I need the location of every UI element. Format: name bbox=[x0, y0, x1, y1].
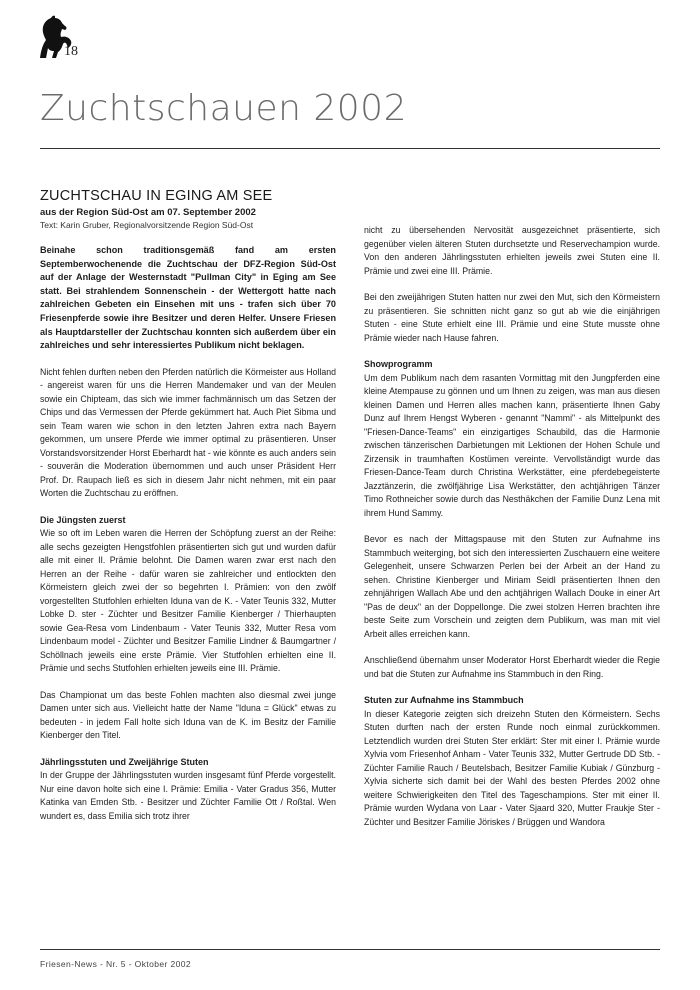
paragraph: Um dem Publikum nach dem rasanten Vormittag mit den Jungpferden eine kleine Atempause zu gönnen und um Ihnen zu zeigen, was man aus diesen kleinen Damen und Herren alles machen kann, präsentierte Ihnen Gaby Dunz auf Ihrem Hengst Wyberen - genannt "Nammi" - als Mittelpunkt des "Friesen-Dance-Teams" ein einzigartiges Schaubild, das die Harmonie zwischen tänzerischen Darbietungen mit Lektionen der Hohen Schule und Zirzensik in traumhaften Kostümen vereinte. Vervollständigt wurde das Friesen-Dance-Team durch Christina Werkstätter, eine pferdebegeisterte Jazztänzerin, die zwölfjährige Lisa Werkstätter, den achtjährigen Tänzer Timo Rothneicher sowie durch das Nesthäkchen der Familie Dunz Lena mit ihrem Hund Sammy. bbox=[364, 372, 660, 518]
paragraph: Anschließend übernahm unser Moderator Horst Eberhardt wieder die Regie und bat die Stuten zur Aufnahme ins Stammbuch in den Ring. bbox=[364, 655, 660, 679]
page-number: 18 bbox=[64, 44, 78, 59]
paragraph: nicht zu übersehenden Nervosität ausgezeichnet präsentierte, sich gegenüber vielen älteren Stuten durchsetzte und Reservechampion wurde. Von den anderen Jährlingsstuten erhielten jeweils zwei Stuten eine II. Prämie und zwei eine III. Prämie. bbox=[364, 225, 660, 276]
paragraph: In dieser Kategorie zeigten sich dreizehn Stuten den Körmeistern. Sechs Stuten durften nach der ersten Runde noch einmal zurückkommen. Letztendlich wurden drei Stuten Ster erklärt: Ster mit einer I. Prämie wurde Xylvia vom Friesenhof Anham - Vater Teunis 332, Mutter Gertrude DD Stb. - Züchter Familie Rauch / Beutelsbach, Besitzer Familie Kubiak / Günzburg - Xylvia sicherte sich damit bei der Wahl des besten Pferdes 2002 ohne weitere Schwierigkeiten den Titel des Tageschampions. Ster mit einer II. Prämie wurden Wydana von Laar - Vater Sjaard 320, Mutter Fraukje Ster - Züchter und Besitzer Familie Jöriskes / Brüggen und Wandora bbox=[364, 708, 660, 827]
section-heading-showprogramm: Showprogramm bbox=[364, 359, 433, 369]
article-credit: Text: Karin Gruber, Regionalvorsitzende Region Süd-Ost bbox=[40, 220, 254, 230]
article-subtitle: aus der Region Süd-Ost am 07. September 2002 bbox=[40, 207, 256, 218]
section-heading-stammbuch: Stuten zur Aufnahme ins Stammbuch bbox=[364, 695, 524, 705]
article-title: ZUCHTSCHAU IN EGING AM SEE bbox=[40, 188, 273, 204]
left-column bbox=[40, 188, 336, 823]
header-divider bbox=[40, 148, 660, 149]
paragraph: Bevor es nach der Mittagspause mit den Stuten zur Aufnahme ins Stammbuch weiterging, bot sich den interessierten Zuschauern eine weitere Gelegenheit, unsere Schwarzen Perlen bei der Arbeit an der Hand zu sehen. Christine Kienberger und Miriam Seidl präsentierten Ihnen den zehnjährigen Wallach Abe und den achtjährigen Wallach Douke in einer Art "Pas de deux" an der Doppellonge. Die zwei stolzen Herren brachten ihre beste Seite zum Vorschein und zeigten dem Publikum, was man mit viel Arbeit alles erreichen kann. bbox=[364, 534, 660, 639]
paragraph: Bei den zweijährigen Stuten hatten nur zwei den Mut, sich den Körmeistern zu präsentieren. Sie schnitten nicht ganz so gut ab wie die einjährigen Stuten - eine Stute erhielt eine III. Prämie und eine Stute musste ohne Prämie wieder nach Hause fahren. bbox=[364, 292, 660, 343]
footer-text: Friesen-News - Nr. 5 - Oktober 2002 bbox=[40, 959, 191, 969]
section-heading-jaehrlingsstuten: Jährlingsstuten und Zweijährige Stuten bbox=[40, 756, 209, 767]
lead-paragraph: Beinahe schon traditionsgemäß fand am ersten Septemberwochenende die Zuchtschau der DFZ-Region Süd-Ost auf der Anlage der Westernstadt "Pullman City" in Eging am See statt. Bei strahlendem Sonnenschein - der Wettergott hatte nach zahlreichen Gebeten ein Einsehen mit uns - trafen sich über 70 Friesenpferde sowie ihre Besitzer und deren Helfer. Unsere Friesen als Hauptdarsteller der Zuchtschau konnten sich außerdem über ein zahlreiches und sehr interessiertes Publikum nicht beklagen. bbox=[40, 245, 336, 351]
right-column bbox=[364, 224, 660, 829]
paragraph: In der Gruppe der Jährlingsstuten wurden insgesamt fünf Pferde vorgestellt. Nur eine davon holte sich eine I. Prämie: Emilia - Vater Gradus 356, Mutter Katinka van Emden Stb. - Besitzer und Züchter Familie Ott / Roßtal. Wen wundert es, dass Emilia sich trotz ihrer bbox=[40, 770, 336, 821]
paragraph: Das Championat um das beste Fohlen machten also diesmal zwei junge Damen unter sich aus. Vielleicht hatte der Name "Iduna = Glück" etwas zu bedeuten - in jedem Fall holte sich Iduna van de K. im Besitz der Familie Kienberger den Titel. bbox=[40, 689, 336, 741]
intro-paragraph: Nicht fehlen durften neben den Pferden natürlich die Körmeister aus Holland - angereist waren für uns die Herren Mandemaker und van der Meulen sowie ein Chipteam, das sich wie immer fachmännisch um das Setzen der Chips und das Vermessen der Pferde gekümmert hat. Auch Piet Sibma und sein Team waren wie schon in den letzten Jahren extra nach Bayern gekommen, um unsere Pferde wie immer optimal zu präsentieren. Unser Vorstandsvorsitzender Horst Eberhardt hat - wie könnte es auch anders sein - souverän die Moderation übernommen und auch unser Präsident Herr Prof. Dr. Raupach ließ es sich in diesem Jahr nicht nehmen, mit ein paar Worten die Zuchtschau zu eröffnen. bbox=[40, 366, 336, 499]
section-heading-juengsten: Die Jüngsten zuerst bbox=[40, 514, 126, 525]
footer-divider bbox=[40, 949, 660, 950]
page-title: Zuchtschauen 2002 bbox=[40, 88, 407, 129]
paragraph: Wie so oft im Leben waren die Herren der Schöpfung zuerst an der Reihe: alle sechs gezeigten Hengstfohlen präsentierten sich gut und wurden dafür alle mit einer II. Prämie belohnt. Die Damen waren zwar erst nach den Herren an der Reihe - dafür waren sie zahlreicher und entlockten den Körmeistern gleich zwei der so begehrten I. Prämien: von den zwölf vorgestellten Stutfohlen erhielten Iduna van de K. - Vater Teunis 332, Mutter Lobke D. ster - Züchter und Besitzer Familie Kienberger / Thierhaupten sowie Gea-Resa vom Lindenbaum - Vater Teunis 332, Mutter Resa vom Lindenbaum model - Züchter und Besitzer Familie Lindner & Baumgartner / Schöllnach jeweils eine erste Prämie. Vier Stutfohlen erhielten eine II. Prämie und sechs Stutfohlen erhielten jeweils eine III. Prämie. bbox=[40, 528, 336, 674]
